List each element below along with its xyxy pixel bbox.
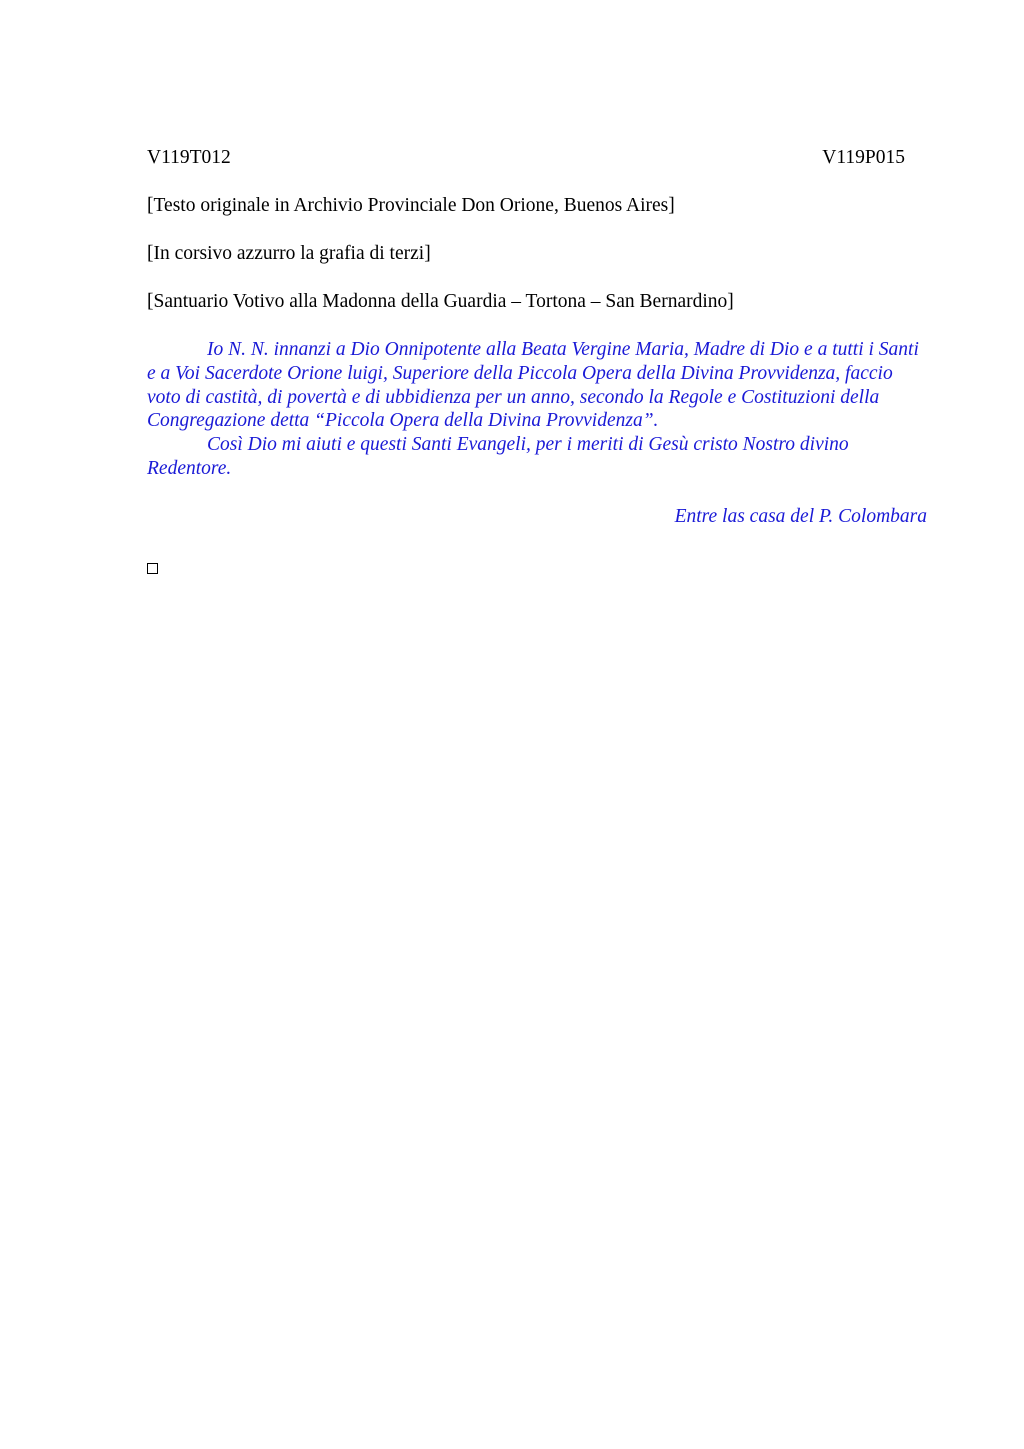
document-header	[147, 146, 905, 170]
vow-text	[147, 338, 927, 481]
signature-line: Entre las casa del P. Colombara	[674, 505, 927, 527]
document-code-left: V119T012	[147, 147, 231, 168]
vow-paragraph-1: Io N. N. innanzi a Dio Onnipotente alla Beata Vergine Maria, Madre di Dio e a tutti i Santi e a Voi Sacerdote Orione luigi, Superiore della Piccola Opera della Divina Provvidenza, faccio voto di castità, di povertà e di ubbidienza per un anno, secondo la Regole e Costituzioni della Congregazione detta “Piccola Opera della Divina Provvidenza”.	[147, 339, 919, 432]
document-code-right: V119P015	[822, 147, 905, 168]
vow-paragraph-2: Così Dio mi aiuti e questi Santi Evangeli, per i meriti di Gesù cristo Nostro divino Redentore.	[147, 434, 849, 479]
document-page	[147, 146, 927, 574]
source-note: [Testo originale in Archivio Provinciale Don Orione, Buenos Aires]	[147, 195, 675, 216]
place-note: [Santuario Votivo alla Madonna della Guardia – Tortona – San Bernardino]	[147, 291, 734, 312]
legend-note: [In corsivo azzurro la grafia di terzi]	[147, 243, 431, 264]
checkbox-square-icon	[147, 563, 158, 574]
